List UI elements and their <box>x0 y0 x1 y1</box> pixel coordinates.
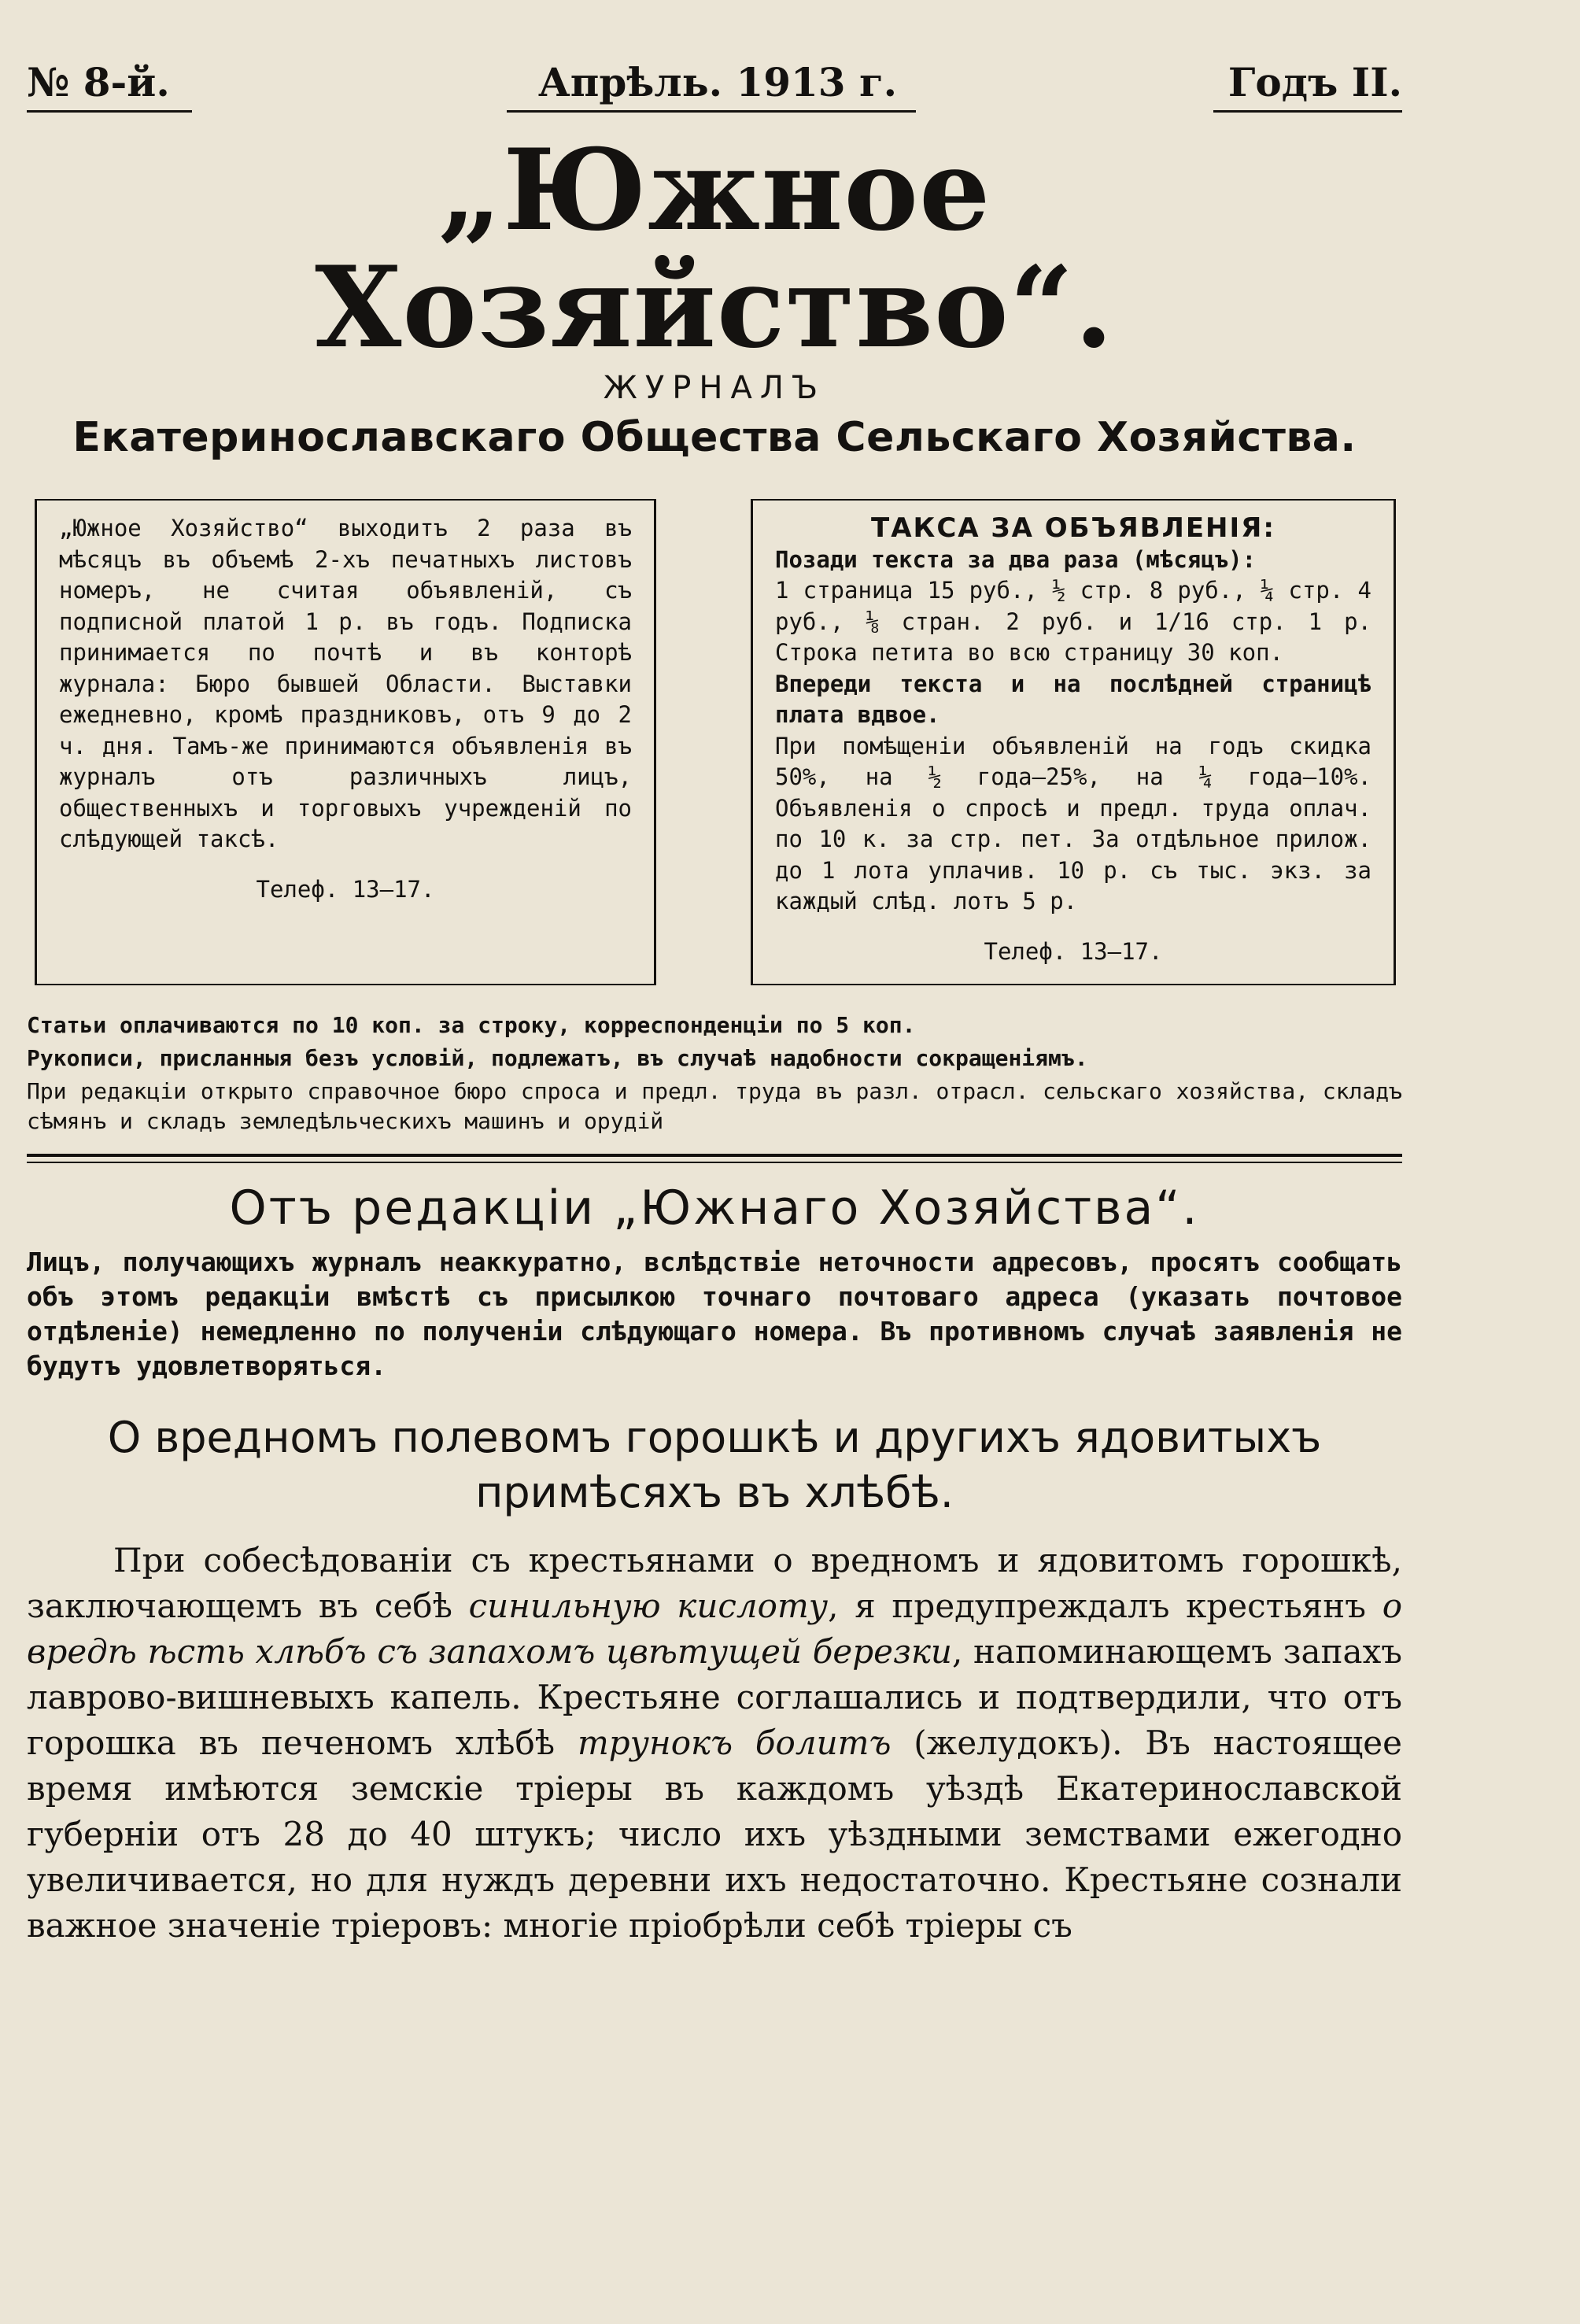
article-text-2: , я предупреждалъ крестьянъ <box>828 1587 1382 1626</box>
ad-rates-title: ТАКСА ЗА ОБЪЯВЛЕНІЯ: <box>871 512 1275 545</box>
article-title <box>27 1410 1402 1520</box>
article-text-1: При собесѣдованіи съ крестьянами о вредномъ и ядовитомъ горошкѣ, заключающемъ въ себѣ <box>27 1541 1402 1626</box>
header-row <box>27 59 1402 126</box>
editorial-body: Лицъ, получающихъ журналъ неаккуратно, вслѣдствіе неточности адресовъ, просятъ сообщать объ этомъ редакціи вмѣстѣ съ присылкою точнаго почтоваго адреса (указать почтовое отдѣленіе) немедленно по полученіи слѣдующаго номера. Въ противномъ случаѣ заявленія не будутъ удовлетворяться. <box>27 1247 1402 1382</box>
subscription-box <box>35 499 656 985</box>
article-text-4: (желудокъ). Въ настоящее время имѣются земскіе тріеры въ каждомъ уѣздѣ Екатеринославской губерніи отъ 28 до 40 штукъ; число ихъ уѣздными земствами ежегодно увеличивается, но для нуждъ деревни ихъ недостаточно. Крестьяне сознали важное значеніе тріеровъ: многіе пріобрѣли себѣ тріеры съ <box>27 1724 1403 1945</box>
notes-section <box>27 1011 1402 1136</box>
note-bureau: При редакціи открыто справочное бюро спроса и предл. труда въ разл. отрасл. сельскаго хозяйства, складъ сѣмянъ и складъ земледѣльческихъ машинъ и орудій <box>27 1078 1402 1135</box>
article-emphasis-3: трунокъ болитъ <box>577 1724 892 1763</box>
article-paragraph <box>27 1538 1402 1949</box>
ad-rates-line-1: Позади текста за два раза (мѣсяцъ): <box>775 545 1257 573</box>
masthead-society: Екатеринославскаго Общества Сельскаго Хозяйства. <box>72 414 1357 462</box>
masthead-subtitle: ЖУРНАЛЪ <box>603 370 826 407</box>
article-emphasis-1: синильную кислоту <box>468 1587 829 1626</box>
subscription-phone: Телеф. 13—17. <box>256 875 435 903</box>
journal-page <box>27 59 1403 1949</box>
issue-number: № 8-й. <box>27 59 170 105</box>
header-underline-center <box>507 110 916 113</box>
note-articles: Статьи оплачиваются по 10 коп. за строку, корреспонденціи по 5 коп. <box>27 1012 916 1039</box>
masthead-title: „Южное Хозяйство“. <box>315 125 1114 374</box>
article-text-3: , напоминающемъ запахъ лаврово-вишневыхъ капель. Крестьяне соглашались и подтвердили, что отъ горошка въ печеномъ хлѣбѣ <box>27 1632 1402 1763</box>
article-body <box>27 1538 1402 1949</box>
article-title-line-2: примѣсяхъ въ хлѣбѣ. <box>475 1468 954 1518</box>
ad-rates-phone: Телеф. 13—17. <box>984 937 1163 965</box>
header-underline-left <box>27 110 192 113</box>
ad-rates-text-1: 1 страница 15 руб., ½ стр. 8 руб., ¼ стр. 4 руб., ⅛ стран. 2 руб. и 1/16 стр. 1 р. Строка петита во всю страницу 30 коп. <box>775 577 1371 667</box>
issue-year: Годъ II. <box>1227 59 1402 105</box>
info-boxes <box>27 499 1402 1011</box>
ad-rates-text-2: При помѣщеніи объявленій на годъ скидка 50%, на ½ года—25%, на ¼ года—10%. Объявленія о спросѣ и предл. труда оплач. по 10 к. за стр. пет. За отдѣльное прилож. до 1 лота уплачив. 10 р. съ тыс. экз. за каждый слѣд. лотъ 5 р. <box>775 732 1371 915</box>
section-rule-thick <box>27 1154 1402 1157</box>
section-rule-thin <box>27 1162 1402 1163</box>
subscription-text: „Южное Хозяйство“ выходитъ 2 раза въ мѣсяцъ въ объемѣ 2-хъ печатныхъ листовъ номеръ, не считая объявленій, съ подписной платой 1 р. въ годъ. Подписка принимается по почтѣ и въ конторѣ журнала: Бюро бывшей Области. Выставки ежедневно, кромѣ праздниковъ, отъ 9 до 2 ч. дня. Тамъ-же принимаются объявленія въ журналъ отъ различныхъ лицъ, общественныхъ и торговыхъ учрежденій по слѣдующей таксѣ. <box>59 515 632 853</box>
issue-date: Апрѣль. 1913 г. <box>538 59 898 105</box>
ad-rates-box <box>751 499 1396 985</box>
header-underline-right <box>1213 110 1402 113</box>
ad-rates-line-2: Впереди текста и на послѣдней страницѣ плата вдвое. <box>775 670 1371 729</box>
article-emphasis-2: о вредѣ ѣсть хлѣбъ съ запахомъ цвѣтущей березки <box>27 1587 1402 1672</box>
article-title-line-1: О вредномъ полевомъ горошкѣ и другихъ ядовитыхъ <box>107 1413 1322 1463</box>
note-manuscripts: Рукописи, присланныя безъ условій, подлежатъ, въ случаѣ надобности сокращеніямъ. <box>27 1045 1088 1072</box>
editorial-title: Отъ редакціи „Южнаго Хозяйства“. <box>229 1180 1200 1236</box>
